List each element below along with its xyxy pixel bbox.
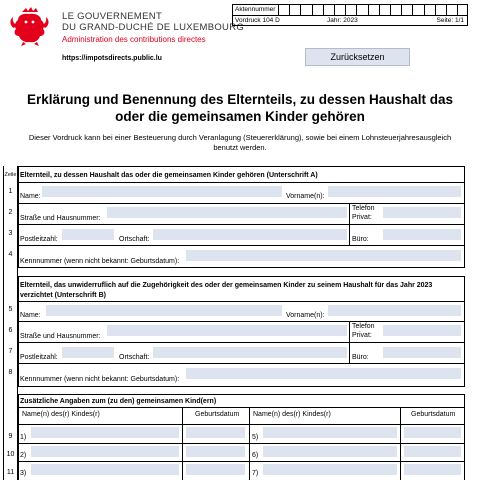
line-number: 8 [8,369,13,376]
line-number: 5 [8,306,13,313]
b-strasse-label: Straße und Hausnummer: [20,333,101,340]
b-ort-input[interactable] [153,347,347,358]
a-plz-label: Postleitzahl: [20,236,58,243]
logo-text-gouvernement: LE GOUVERNEMENT [62,11,163,22]
website-url: https://impotsdirects.public.lu [62,55,162,62]
row-divider [18,443,465,444]
page-title-line1: Erklärung und Benennung des Elternteils, zu dessen Haushalt das [26,92,454,107]
a-telefon-buero-input[interactable] [383,229,461,240]
child-row-number: 2) [20,452,27,459]
a-telefon-privat-input[interactable] [383,207,461,218]
page-title [0,91,480,125]
aktennummer-digit-box[interactable] [289,5,300,15]
row-divider [18,321,465,322]
b-kennnummer-label: Kennnummer (wenn nicht bekannt: Geburtsdatum): [20,376,180,383]
row-divider [18,301,465,302]
line-number: 3 [8,230,13,237]
aktennummer-digit-box[interactable] [446,5,457,15]
aktennummer-digit-box[interactable] [435,5,446,15]
row-divider [18,461,465,462]
row-divider [18,424,465,425]
row-divider [18,245,465,246]
line-number: 6 [8,327,13,334]
line-number: 11 [6,469,15,476]
a-kennnummer-input[interactable] [186,250,461,261]
a-ort-input[interactable] [153,229,347,240]
child-row-number: 5) [252,434,259,441]
page-number: Seite: 1/1 [436,17,464,24]
b-kennnummer-input[interactable] [186,368,461,379]
aktennummer-row [233,5,467,16]
b-plz-label: Postleitzahl: [20,354,58,361]
aktennummer-digit-box[interactable] [401,5,412,15]
form-meta-row [233,16,467,26]
col-header-child-name-left: Name(n) des(r) Kindes(r) [22,411,100,418]
a-buero-label: Büro: [352,236,369,243]
child-name-input[interactable] [31,427,179,438]
b-vorname-input[interactable] [328,305,461,316]
section-a-heading: Elternteil, zu dessen Haushalt das oder die gemeinsamen Kinder gehören (Unterschrift A) [20,172,318,179]
child-name-input[interactable] [263,446,397,457]
child-row-number: 3) [20,470,27,477]
logo-text-administration: Administration des contributions directes [62,35,206,44]
col-header-birthdate-left: Geburtsdatum [195,411,240,418]
form-info-table [232,4,468,26]
child-birthdate-input[interactable] [186,427,245,438]
aktennummer-digit-box[interactable] [412,5,423,15]
a-kennnummer-label: Kennnummer (wenn nicht bekannt: Geburtsdatum): [20,258,180,265]
section-b-heading-line2: verzichtet (Unterschrift B) [20,292,106,299]
child-name-input[interactable] [263,427,397,438]
aktennummer-digit-box[interactable] [312,5,323,15]
aktennummer-digit-box[interactable] [334,5,345,15]
intro-text [0,133,480,153]
child-birthdate-input[interactable] [186,446,245,457]
line-number: 4 [8,251,13,258]
b-telefon-buero-input[interactable] [383,347,461,358]
b-buero-label: Büro: [352,354,369,361]
aktennummer-digit-box[interactable] [323,5,334,15]
a-privat-label: Privat: [352,214,372,221]
col-header-child-name-right: Name(n) des(r) Kindes(r) [253,411,331,418]
b-telefon-privat-input[interactable] [383,325,461,336]
intro-text-line2: benutzt werden. [213,143,267,152]
aktennummer-digit-box[interactable] [424,5,435,15]
b-name-input[interactable] [46,305,282,316]
a-vorname-label: Vorname(n): [286,193,325,200]
child-name-input[interactable] [31,446,179,457]
aktennummer-digit-box[interactable] [356,5,367,15]
section-b-heading-line1: Elternteil, das unwiderruflich auf die Zugehörigkeit des oder der gemeinsamen Kinder zu seinem Haushalt für das Jahr 2023 [20,282,433,289]
child-row-number: 6) [252,452,259,459]
a-strasse-label: Straße und Hausnummer: [20,215,101,222]
aktennummer-digit-box[interactable] [379,5,390,15]
aktennummer-digit-box[interactable] [278,5,289,15]
b-privat-label: Privat: [352,332,372,339]
a-strasse-input[interactable] [107,207,347,218]
child-birthdate-input[interactable] [404,427,461,438]
row-divider [18,407,465,408]
child-row-number: 1) [20,434,27,441]
section-c-heading: Zusätzliche Angaben zum (zu den) gemeinsamen Kind(ern) [20,398,217,405]
section-b-heading [20,281,470,301]
b-ort-label: Ortschaft: [119,354,150,361]
row-divider [18,363,465,364]
a-plz-input[interactable] [62,229,114,240]
aktennummer-digit-box[interactable] [368,5,379,15]
child-birthdate-input[interactable] [404,464,461,475]
child-birthdate-input[interactable] [404,446,461,457]
aktennummer-digit-box[interactable] [390,5,401,15]
form-number: Vordruck 104 D [235,17,280,24]
line-number: 9 [8,433,13,440]
line-number: 10 [6,451,15,458]
aktennummer-label: Aktennummer [235,6,276,13]
row-divider [18,182,465,183]
col-header-birthdate-right: Geburtsdatum [411,411,456,418]
child-row-number: 7) [252,470,259,477]
aktennummer-digit-box[interactable] [457,5,468,15]
a-telefon-label: Telefon [352,205,375,212]
b-strasse-input[interactable] [107,325,347,336]
row-divider [18,203,465,204]
line-number: 1 [8,188,13,195]
luxembourg-lion-logo-icon [8,6,52,46]
child-name-input[interactable] [31,464,179,475]
b-vorname-label: Vorname(n): [286,312,325,319]
aktennummer-digit-box[interactable] [300,5,311,15]
a-vorname-input[interactable] [328,186,461,197]
child-birthdate-input[interactable] [186,464,245,475]
row-divider [18,342,465,343]
b-plz-input[interactable] [62,347,114,358]
b-telefon-label: Telefon [352,323,375,330]
a-name-input[interactable] [42,186,282,197]
tax-year: Jahr: 2023 [327,17,358,24]
reset-button[interactable]: Zurücksetzen [305,48,410,66]
child-name-input[interactable] [263,464,397,475]
aktennummer-digit-box[interactable] [345,5,356,15]
logo-text-grand-duche: DU GRAND-DUCHÉ DE LUXEMBOURG [62,22,245,33]
line-number: 2 [8,209,13,216]
intro-text-line1: Dieser Vordruck kann bei einer Besteuerung durch Veranlagung (Steuererklärung), sowie bei einem Lohnsteuerjahresausgleich [28,133,452,142]
row-divider [18,224,465,225]
zeile-label: Zeile [4,172,17,178]
a-ort-label: Ortschaft: [119,236,150,243]
page-title-line2: oder die gemeinsamen Kinder gehören [115,109,365,124]
line-number: 7 [8,348,13,355]
a-name-label: Name: [20,193,41,200]
b-name-label: Name: [20,312,41,319]
